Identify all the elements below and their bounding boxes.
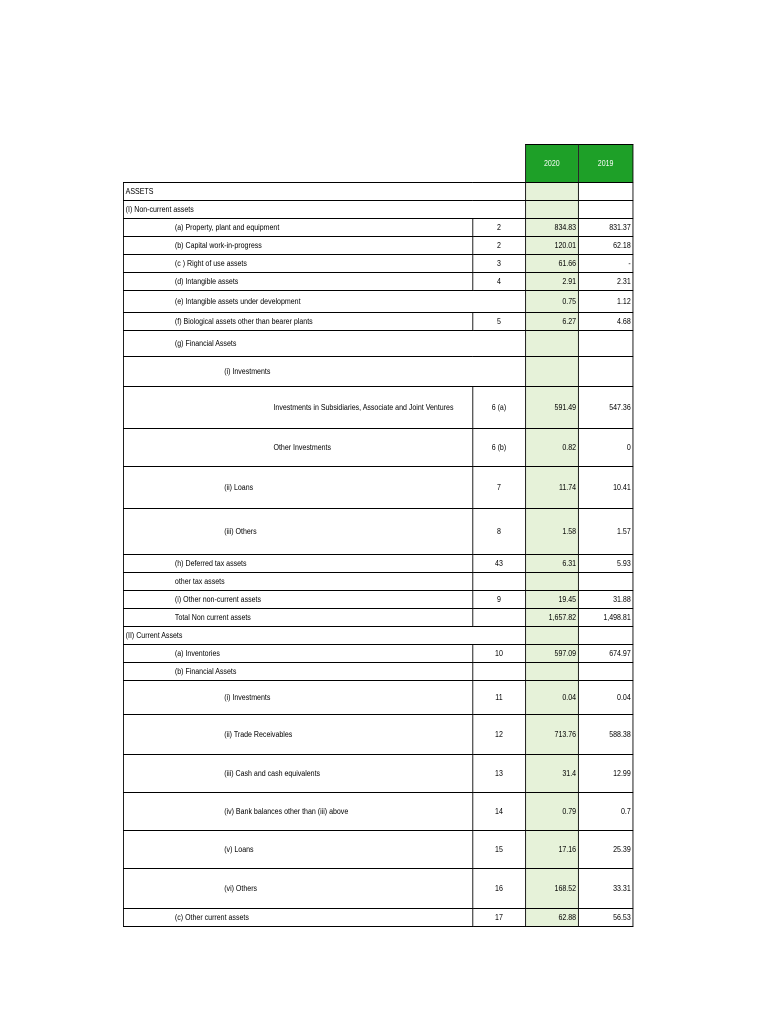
row-value-2020[interactable] (525, 331, 578, 357)
row-label[interactable]: (a) Property, plant and equipment (123, 219, 472, 237)
table-row (123, 755, 633, 793)
table-row (123, 387, 633, 429)
row-note[interactable]: 11 (473, 681, 526, 715)
row-value-2019[interactable]: 4.68 (578, 313, 633, 331)
row-value-2020[interactable]: 61.66 (525, 255, 578, 273)
row-value-2020[interactable]: 1,657.82 (525, 609, 578, 627)
table-row (123, 909, 633, 927)
row-value-2020[interactable] (525, 183, 578, 201)
row-value-2019[interactable] (578, 573, 633, 591)
row-value-2019[interactable]: 5.93 (578, 555, 633, 573)
row-note[interactable]: 9 (473, 591, 526, 609)
row-label[interactable]: (a) Inventories (123, 645, 472, 663)
row-value-2019[interactable]: 31.88 (578, 591, 633, 609)
table-row (123, 681, 633, 715)
row-value-2019[interactable]: 62.18 (578, 237, 633, 255)
row-value-2020[interactable]: 0.79 (525, 793, 578, 831)
row-note[interactable] (473, 663, 526, 681)
row-note[interactable]: 15 (473, 831, 526, 869)
row-note[interactable]: 10 (473, 645, 526, 663)
row-label[interactable]: (e) Intangible assets under development (123, 291, 525, 313)
table-row (123, 357, 633, 387)
row-value-2019[interactable]: 588.38 (578, 715, 633, 755)
table-row (123, 509, 633, 555)
row-note[interactable]: 6 (b) (473, 429, 526, 467)
table-row (123, 831, 633, 869)
row-value-2020[interactable] (525, 663, 578, 681)
table-row (123, 715, 633, 755)
row-label[interactable]: (c ) Right of use assets (123, 255, 472, 273)
row-note[interactable]: 6 (a) (473, 387, 526, 429)
row-value-2020[interactable] (525, 201, 578, 219)
row-value-2019[interactable]: 1,498.81 (578, 609, 633, 627)
table-row (123, 869, 633, 909)
row-label[interactable]: (II) Current Assets (123, 627, 525, 645)
row-label[interactable]: (ii) Loans (123, 467, 472, 509)
row-label[interactable]: (ii) Trade Receivables (123, 715, 472, 755)
row-label[interactable]: Other Investments (123, 429, 472, 467)
header-blank-label (123, 145, 472, 183)
row-label[interactable]: (i) Investments (123, 357, 525, 387)
row-note[interactable] (473, 573, 526, 591)
row-note[interactable]: 8 (473, 509, 526, 555)
table-row (123, 183, 633, 201)
table-row (123, 273, 633, 291)
row-value-2019[interactable]: 1.12 (578, 291, 633, 313)
row-value-2020[interactable]: 11.74 (525, 467, 578, 509)
table-row (123, 663, 633, 681)
balance-sheet-table (123, 144, 633, 927)
table-row (123, 573, 633, 591)
row-label[interactable]: (b) Capital work-in-progress (123, 237, 472, 255)
row-value-2019[interactable]: 547.36 (578, 387, 633, 429)
row-value-2019[interactable]: - (578, 255, 633, 273)
row-value-2020[interactable]: 0.04 (525, 681, 578, 715)
row-label[interactable]: (v) Loans (123, 831, 472, 869)
row-value-2019[interactable] (578, 663, 633, 681)
header-blank-note (473, 145, 526, 183)
header-row (123, 145, 633, 183)
row-value-2019[interactable]: 1.57 (578, 509, 633, 555)
row-note[interactable]: 2 (473, 219, 526, 237)
row-label[interactable]: (d) Intangible assets (123, 273, 472, 291)
row-label[interactable]: (g) Financial Assets (123, 331, 525, 357)
row-label[interactable]: (h) Deferred tax assets (123, 555, 472, 573)
row-value-2020[interactable]: 31.4 (525, 755, 578, 793)
row-value-2020[interactable]: 713.76 (525, 715, 578, 755)
row-value-2019[interactable] (578, 183, 633, 201)
row-note[interactable]: 5 (473, 313, 526, 331)
row-label[interactable]: ASSETS (123, 183, 525, 201)
row-value-2019[interactable]: 0.7 (578, 793, 633, 831)
table-row (123, 237, 633, 255)
table-row (123, 291, 633, 313)
table-row (123, 331, 633, 357)
row-note[interactable]: 16 (473, 869, 526, 909)
row-value-2020[interactable]: 591.49 (525, 387, 578, 429)
row-label[interactable]: (f) Biological assets other than bearer plants (123, 313, 472, 331)
row-value-2020[interactable] (525, 573, 578, 591)
table-row (123, 313, 633, 331)
row-value-2020[interactable]: 6.31 (525, 555, 578, 573)
row-value-2019[interactable]: 2.31 (578, 273, 633, 291)
row-value-2019[interactable]: 0 (578, 429, 633, 467)
row-label[interactable]: (iii) Cash and cash equivalents (123, 755, 472, 793)
row-value-2019[interactable]: 831.37 (578, 219, 633, 237)
row-label[interactable]: (vi) Others (123, 869, 472, 909)
row-label[interactable]: (c) Other current assets (123, 909, 472, 927)
row-value-2020[interactable]: 17.16 (525, 831, 578, 869)
row-value-2019[interactable]: 56.53 (578, 909, 633, 927)
row-note[interactable]: 12 (473, 715, 526, 755)
row-note[interactable]: 4 (473, 273, 526, 291)
row-value-2020[interactable]: 19.45 (525, 591, 578, 609)
row-note[interactable]: 17 (473, 909, 526, 927)
row-label[interactable]: (iv) Bank balances other than (iii) above (123, 793, 472, 831)
row-note[interactable]: 3 (473, 255, 526, 273)
row-value-2019[interactable]: 33.31 (578, 869, 633, 909)
row-value-2020[interactable] (525, 357, 578, 387)
row-value-2019[interactable]: 12.99 (578, 755, 633, 793)
table-row (123, 429, 633, 467)
row-value-2020[interactable]: 168.52 (525, 869, 578, 909)
table-row (123, 467, 633, 509)
row-value-2020[interactable]: 6.27 (525, 313, 578, 331)
row-value-2020[interactable]: 597.09 (525, 645, 578, 663)
row-value-2020[interactable]: 120.01 (525, 237, 578, 255)
row-label[interactable]: (iii) Others (123, 509, 472, 555)
row-label[interactable]: Total Non current assets (123, 609, 472, 627)
row-note[interactable]: 14 (473, 793, 526, 831)
year-2019-header[interactable]: 2019 (578, 145, 633, 183)
row-label[interactable]: (I) Non-current assets (123, 201, 525, 219)
table-row (123, 645, 633, 663)
row-value-2020[interactable]: 1.58 (525, 509, 578, 555)
row-note[interactable]: 13 (473, 755, 526, 793)
row-value-2019[interactable] (578, 331, 633, 357)
table-row (123, 255, 633, 273)
year-2020-header[interactable]: 2020 (525, 145, 578, 183)
row-value-2019[interactable]: 10.41 (578, 467, 633, 509)
table-row (123, 609, 633, 627)
table-row (123, 219, 633, 237)
row-value-2020[interactable]: 834.83 (525, 219, 578, 237)
row-value-2019[interactable] (578, 627, 633, 645)
row-note[interactable]: 7 (473, 467, 526, 509)
row-label[interactable]: Investments in Subsidiaries, Associate and Joint Ventures (123, 387, 472, 429)
row-value-2019[interactable]: 0.04 (578, 681, 633, 715)
row-note[interactable] (473, 609, 526, 627)
table-row (123, 555, 633, 573)
row-value-2020[interactable]: 0.82 (525, 429, 578, 467)
table-row (123, 793, 633, 831)
table-row (123, 201, 633, 219)
row-value-2019[interactable]: 25.39 (578, 831, 633, 869)
row-label[interactable]: (i) Investments (123, 681, 472, 715)
table-row (123, 591, 633, 609)
row-value-2020[interactable]: 62.88 (525, 909, 578, 927)
row-label[interactable]: (i) Other non-current assets (123, 591, 472, 609)
row-value-2019[interactable]: 674.97 (578, 645, 633, 663)
row-value-2019[interactable] (578, 201, 633, 219)
table-row (123, 627, 633, 645)
row-label[interactable]: other tax assets (123, 573, 472, 591)
row-value-2019[interactable] (578, 357, 633, 387)
balance-sheet-body (123, 145, 633, 927)
row-value-2020[interactable] (525, 627, 578, 645)
row-value-2020[interactable]: 2.91 (525, 273, 578, 291)
row-value-2020[interactable]: 0.75 (525, 291, 578, 313)
row-note[interactable]: 43 (473, 555, 526, 573)
row-note[interactable]: 2 (473, 237, 526, 255)
row-label[interactable]: (b) Financial Assets (123, 663, 472, 681)
